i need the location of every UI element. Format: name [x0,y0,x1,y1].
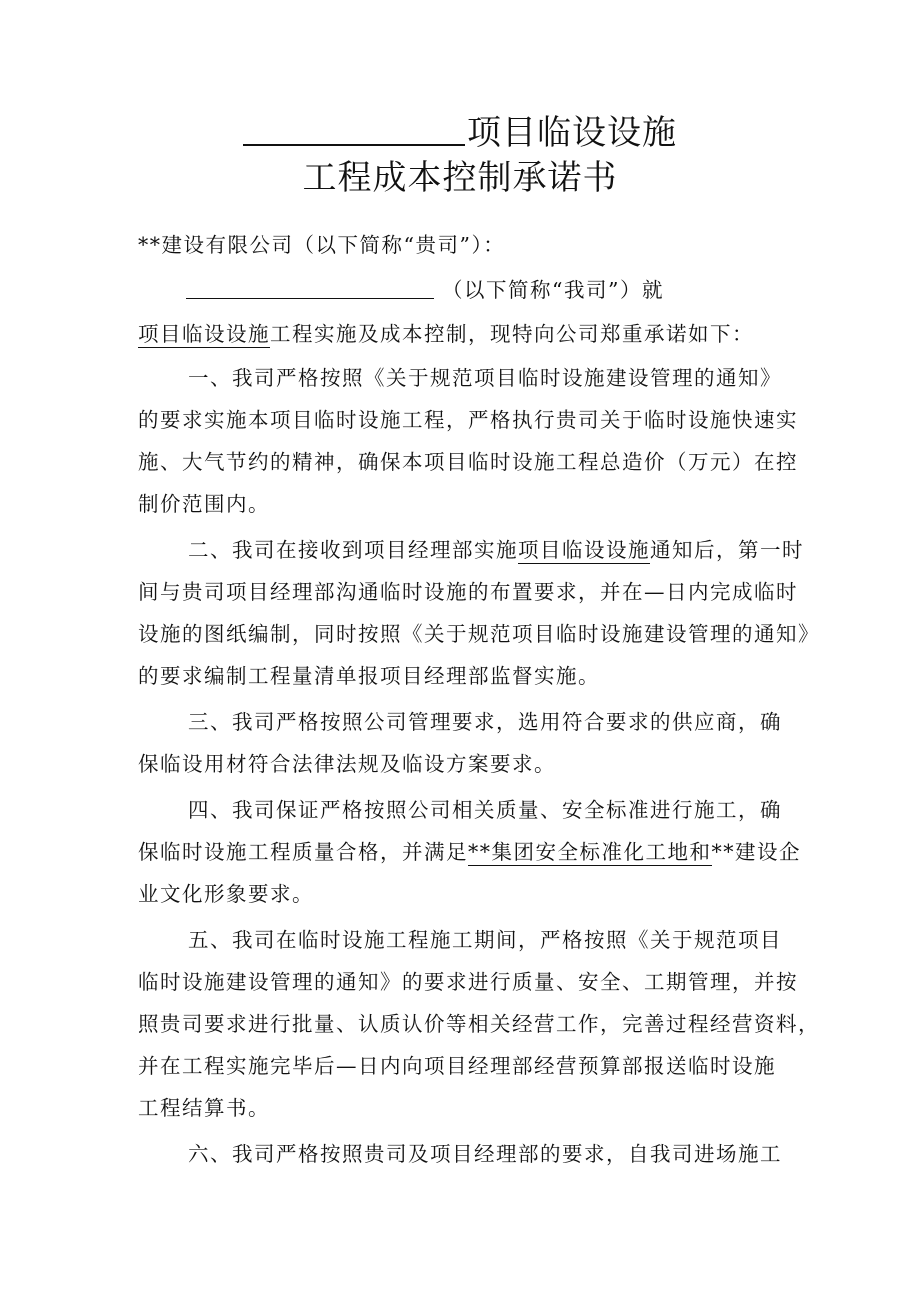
document-title-line2: 工程成本控制承诺书 [302,158,618,198]
item3-line2: 保临设用材符合法律法规及临设方案要求。 [138,752,556,776]
item4-line2 [138,837,801,867]
project-name-blank[interactable] [243,110,465,146]
intro-suffix: （以下简称“我司”）就 [442,278,664,302]
item2-line1-b: 通知后，第一时 [650,538,804,562]
item5-line1: 五、我司在临时设施工程施工期间，严格按照《关于规范项目 [188,928,782,952]
item3-line1: 三、我司严格按照公司管理要求，选用符合要求的供应商，确 [188,710,782,734]
item4-line3: 业文化形象要求。 [138,882,314,906]
intro-line1 [186,275,664,305]
item4-line1: 四、我司保证严格按照公司相关质量、安全标准进行施工，确 [188,798,782,822]
intro-project-underlined: 项目临设设施 [138,322,270,346]
item1-line1: 一、我司严格按照《关于规范项目临时设施建设管理的通知》 [188,366,782,390]
addressee-line: **建设有限公司（以下简称“贵司”）： [138,233,506,257]
document-title-line1 [0,112,920,154]
item4-line2-a: 保临时设施工程质量合格，并满足 [138,840,468,864]
item4-group-underlined: **集团安全标准化工地和 [468,840,712,864]
item5-line2: 临时设施建设管理的通知》的要求进行质量、安全、工期管理，并按 [138,970,798,994]
item2-project-underlined: 项目临设设施 [518,538,650,562]
item5-line5: 工程结算书。 [138,1096,270,1120]
item5-line4: 并在工程实施完毕后—日内向项目经理部经营预算部报送临时设施 [138,1054,776,1078]
item2-line2: 间与贵司项目经理部沟通临时设施的布置要求，并在—日内完成临时 [138,580,798,604]
company-name-blank[interactable] [186,276,434,299]
item1-line2: 的要求实施本项目临时设施工程，严格执行贵司关于临时设施快速实 [138,408,798,432]
intro-rest: 工程实施及成本控制，现特向公司郑重承诺如下： [270,322,754,346]
item1-line3: 施、大气节约的精神，确保本项目临时设施工程总造价（万元）在控 [138,450,798,474]
item6-line1: 六、我司严格按照贵司及项目经理部的要求，自我司进场施工 [188,1142,782,1166]
item4-line2-b: **建设企 [711,840,801,864]
item2-line1-a: 二、我司在接收到项目经理部实施 [188,538,518,562]
item5-line3: 照贵司要求进行批量、认质认价等相关经营工作，完善过程经营资料， [138,1012,820,1036]
item2-line3: 设施的图纸编制，同时按照《关于规范项目临时设施建设管理的通知》 [138,622,820,646]
item2-line1 [188,535,804,565]
intro-line2 [138,319,754,349]
title-project-text: 项目临设设施 [467,113,677,153]
item1-line4: 制价范围内。 [138,492,270,516]
item2-line4: 的要求编制工程量清单报项目经理部监督实施。 [138,664,600,688]
